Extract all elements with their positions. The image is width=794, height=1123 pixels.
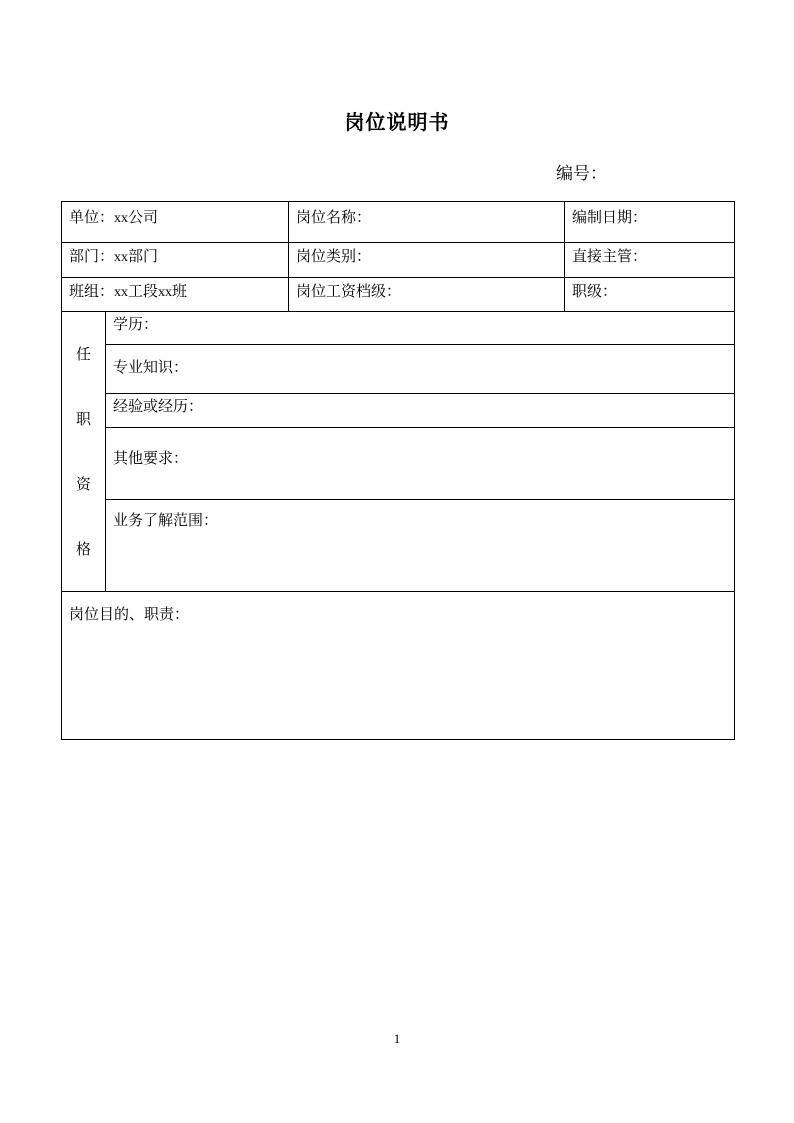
salary-grade-cell[interactable] (289, 278, 565, 312)
unit-label: 单位： (69, 208, 115, 226)
form-row-duties (62, 592, 735, 740)
unit-cell[interactable] (62, 202, 289, 243)
prepared-date-cell[interactable] (565, 202, 735, 243)
duties-label: 岗位目的、职责： (69, 605, 190, 623)
other-requirements-cell[interactable] (106, 428, 735, 500)
unit-suffix: 公司 (128, 208, 159, 226)
form-row-department (62, 243, 735, 278)
team-mid: 工段 (128, 282, 159, 300)
form-row-unit (62, 202, 735, 243)
team-cell[interactable] (62, 278, 289, 312)
page-number: 1 (393, 1031, 401, 1046)
position-category-label: 岗位类别： (296, 247, 372, 265)
qualifications-char-2: 职 (75, 410, 91, 428)
form-row-knowledge (62, 345, 735, 394)
unit-value: xx (114, 211, 129, 226)
team-value-2: xx (158, 285, 173, 300)
team-value-1: xx (114, 285, 129, 300)
department-suffix: 部门 (128, 247, 159, 265)
department-cell[interactable] (62, 243, 289, 278)
experience-label: 经验或经历： (113, 397, 204, 415)
education-cell[interactable] (106, 312, 735, 345)
job-level-cell[interactable] (565, 278, 735, 312)
experience-cell[interactable] (106, 394, 735, 428)
team-suffix: 班 (172, 282, 188, 300)
business-scope-label: 业务了解范围： (113, 511, 219, 529)
qualifications-char-1: 任 (75, 345, 91, 363)
salary-grade-label: 岗位工资档级： (296, 282, 402, 300)
knowledge-label: 专业知识： (113, 358, 189, 376)
job-description-form (61, 201, 735, 740)
department-label: 部门： (69, 247, 115, 265)
duties-cell[interactable] (62, 592, 735, 740)
form-row-education (62, 312, 735, 345)
job-level-label: 职级： (572, 282, 618, 300)
prepared-date-label: 编制日期： (572, 208, 648, 226)
form-row-business-scope (62, 500, 735, 592)
direct-supervisor-label: 直接主管： (572, 247, 648, 265)
other-requirements-label: 其他要求： (113, 449, 189, 467)
education-label: 学历： (113, 315, 159, 333)
team-label: 班组： (69, 282, 115, 300)
document-title: 岗位说明书 (344, 110, 450, 134)
position-category-cell[interactable] (289, 243, 565, 278)
department-value: xx (114, 250, 129, 265)
position-name-label: 岗位名称： (296, 208, 372, 226)
form-row-team (62, 278, 735, 312)
qualifications-char-3: 资 (75, 475, 91, 493)
qualifications-header (62, 312, 106, 592)
document-code-label: 编号： (556, 164, 607, 184)
knowledge-cell[interactable] (106, 345, 735, 394)
qualifications-char-4: 格 (75, 540, 91, 558)
form-row-other-requirements (62, 428, 735, 500)
direct-supervisor-cell[interactable] (565, 243, 735, 278)
business-scope-cell[interactable] (106, 500, 735, 592)
form-row-experience (62, 394, 735, 428)
position-name-cell[interactable] (289, 202, 565, 243)
